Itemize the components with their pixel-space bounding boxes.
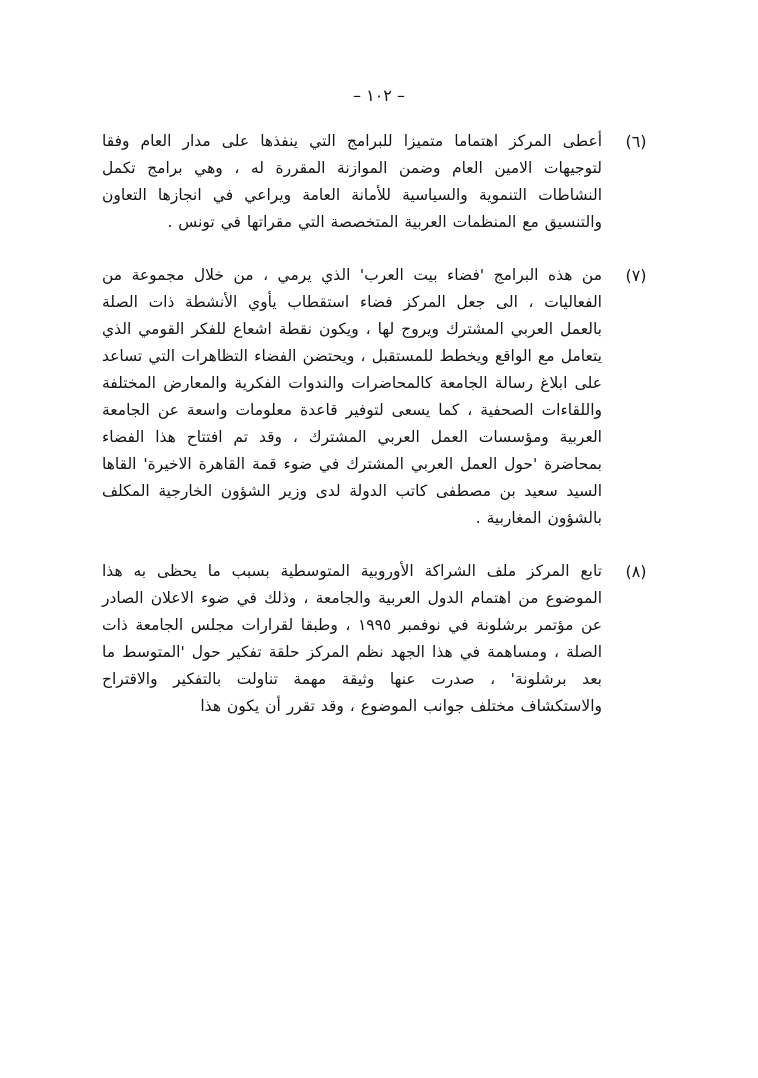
- paragraph-text: أعطى المركز اهتماما متميزا للبرامج التي ينفذها على مدار العام وفقا لتوجيهات الامين العام وضمن الموازنة المقررة له ، وهي برامج تكمل النشاطات التنموية والسياسية للأمانة العامة ويراعي في انجازها التعاون والتنسيق مع المنظمات العربية المتخصصة التي مقراتها في تونس .: [102, 132, 602, 231]
- paragraph-8: [102, 558, 654, 720]
- paragraph-7: [102, 262, 654, 532]
- paragraph-text: تابع المركز ملف الشراكة الأوروبية المتوسطية بسبب ما يحظى به هذا الموضوع من اهتمام الدول العربية والجامعة ، وذلك في ضوء الاعلان الصادر عن مؤتمر برشلونة في نوفمبر ١٩٩٥ ، وطبقا لقرارات مجلس الجامعة ذات الصلة ، ومساهمة في هذا الجهد نظم المركز حلقة تفكير حول 'المتوسط ما بعد برشلونة' ، صدرت عنها وثيقة مهمة تناولت بالتفكير والاقتراح والاستكشاف مختلف جوانب الموضوع ، وقد تقرر أن يكون هذا: [102, 562, 603, 715]
- paragraph-number: (٧): [625, 266, 647, 285]
- paragraph-text: من هذه البرامج 'فضاء بيت العرب' الذي يرمي ، من خلال مجموعة من الفعاليات ، الى جعل المركز فضاء استقطاب يأوي الأنشطة ذات الصلة بالعمل العربي المشترك ويروج لها ، ويكون نقطة اشعاع للفكر القومي الذي يتعامل مع الواقع ويخطط للمستقبل ، ويحتضن الفضاء التظاهرات التي تساعد على ابلاغ رسالة الجامعة كالمحاضرات والندوات الفكرية والمعارض المختلفة واللقاءات الصحفية ، كما يسعى لتوفير قاعدة معلومات واسعة عن الجامعة العربية ومؤسسات العمل العربي المشترك ، وقد تم افتتاح هذا الفضاء بمحاضرة 'حول العمل العربي المشترك في ضوء قمة القاهرة الاخيرة' القاها السيد سعيد بن مصطفى كاتب الدولة لدى وزير الشؤون الخارجية المكلف بالشؤون المغاربية .: [102, 266, 602, 527]
- paragraph-6: [102, 128, 654, 236]
- paragraph-number: (٦): [625, 132, 647, 151]
- page-number: – ١٠٢ –: [353, 86, 405, 105]
- paragraph-number: (٨): [625, 562, 647, 581]
- document-content: [102, 128, 654, 746]
